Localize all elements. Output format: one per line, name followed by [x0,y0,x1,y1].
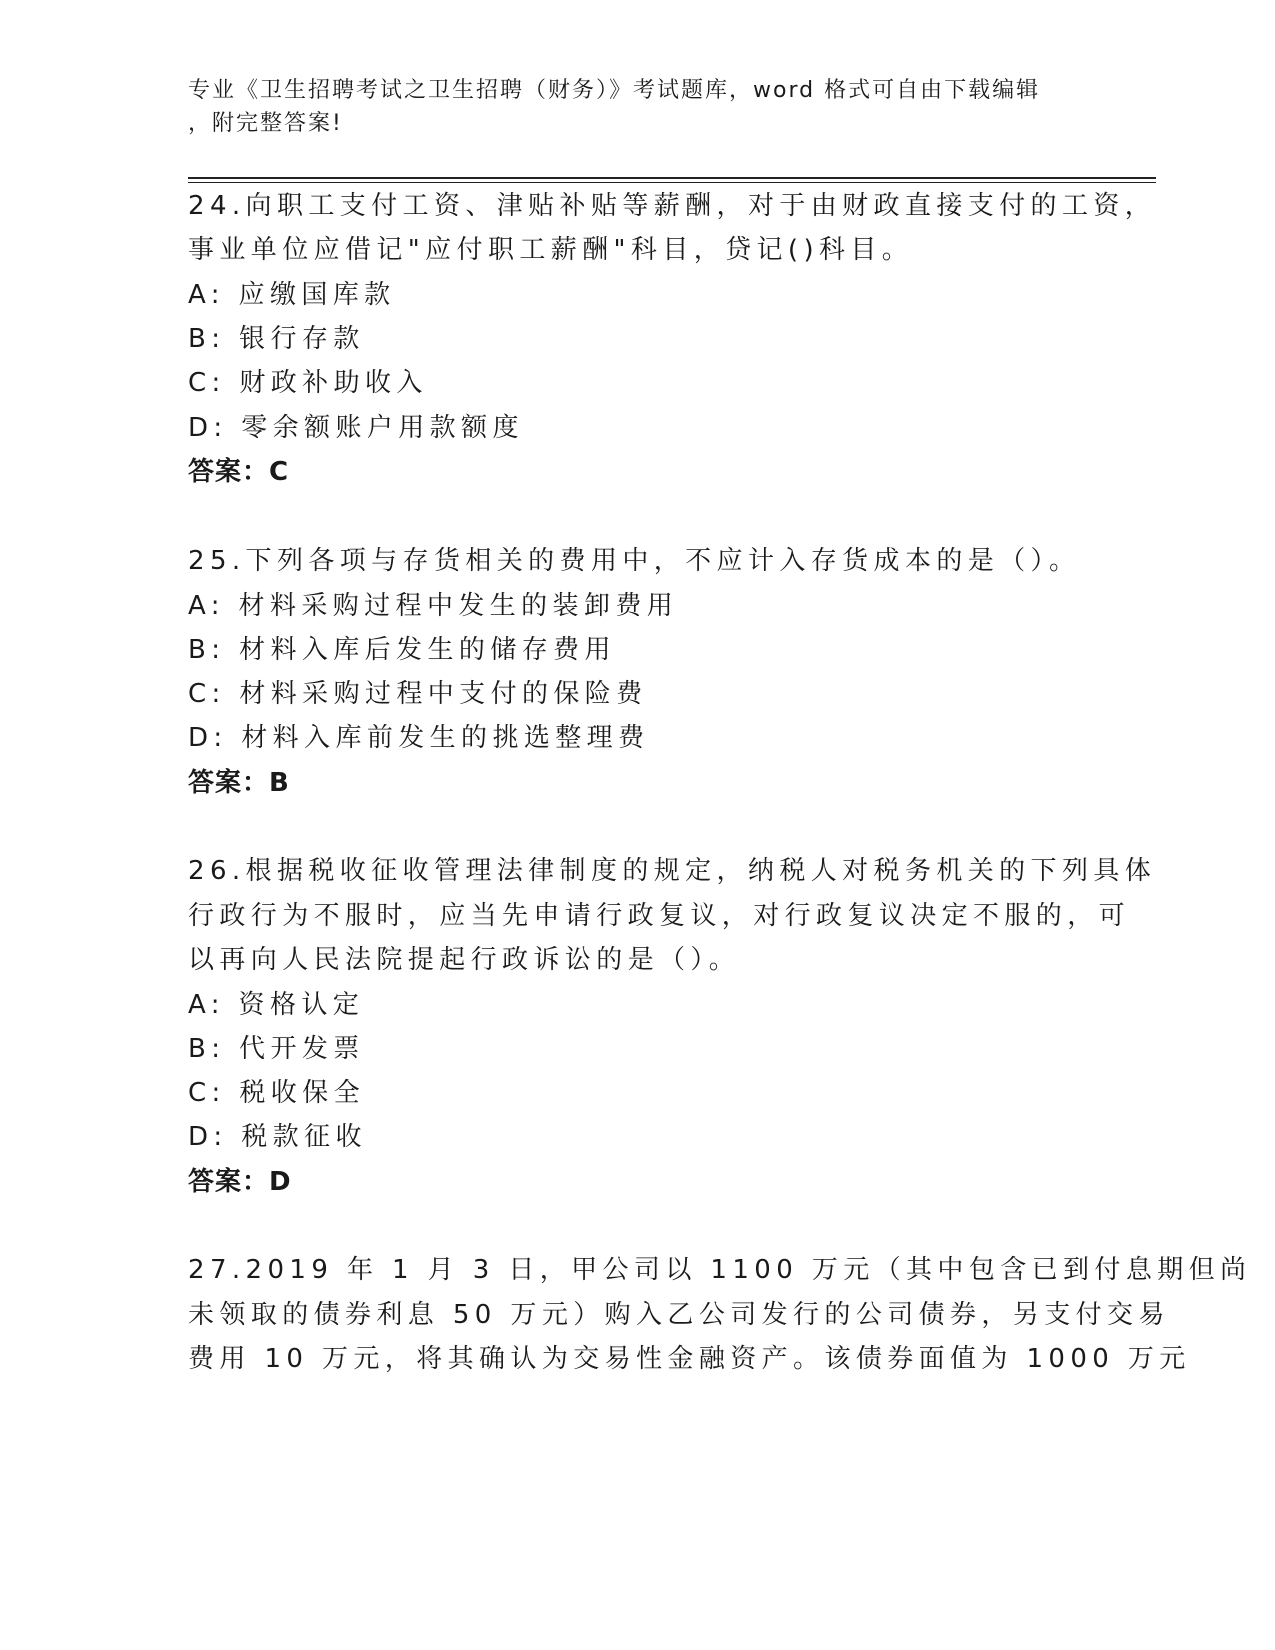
question-24-option-c: C: 财政补助收入 [188,368,428,398]
question-26-stem-line-2: 行政行为不服时，应当先申请行政复议，对行政复议决定不服的，可 [188,901,1131,931]
question-26-option-b: B: 代开发票 [188,1034,365,1064]
question-26-stem-line-1: 26.根据税收征收管理法律制度的规定，纳税人对税务机关的下列具体 [188,856,1157,886]
header-line-1: 专业《卫生招聘考试之卫生招聘（财务）》考试题库，word 格式可自由下载编辑 [188,78,1041,103]
question-26-answer: 答案：D [188,1167,292,1197]
question-26-option-c: C: 税收保全 [188,1078,365,1108]
question-24-stem-line-2: 事业单位应借记"应付职工薪酬"科目，贷记()科目。 [188,235,914,265]
question-24-option-a: A: 应缴国库款 [188,280,396,310]
question-26-stem-line-3: 以再向人民法院提起行政诉讼的是（）。 [188,945,741,975]
question-26-option-d: D: 税款征收 [188,1122,367,1152]
header-divider-top [188,177,1156,179]
question-25-answer: 答案：B [188,768,290,798]
question-25-option-b: B: 材料入库后发生的储存费用 [188,635,616,665]
header-divider-bottom [188,182,1156,183]
question-27-stem-line-3: 费用 10 万元，将其确认为交易性金融资产。该债券面值为 1000 万元 [188,1344,1191,1374]
question-24-option-b: B: 银行存款 [188,324,365,354]
question-27-stem-line-2: 未领取的债券利息 50 万元）购入乙公司发行的公司债券，另支付交易 [188,1300,1170,1330]
question-25-option-c: C: 材料采购过程中支付的保险费 [188,679,648,709]
question-24-stem-line-1: 24.向职工支付工资、津贴补贴等薪酬，对于由财政直接支付的工资， [188,191,1157,221]
question-25-stem-line-1: 25.下列各项与存货相关的费用中，不应计入存货成本的是（）。 [188,546,1081,576]
question-27-stem-line-1: 27.2019 年 1 月 3 日，甲公司以 1100 万元（其中包含已到付息期但尚 [188,1255,1252,1285]
header-line-2: ，附完整答案! [188,111,343,136]
question-26-option-a: A: 资格认定 [188,990,365,1020]
question-24-answer: 答案：C [188,457,290,487]
document-header [188,74,1088,140]
question-24-option-d: D: 零余额账户用款额度 [188,413,524,443]
question-25-option-a: A: 材料采购过程中发生的装卸费用 [188,591,679,621]
question-25-option-d: D: 材料入库前发生的挑选整理费 [188,723,650,753]
